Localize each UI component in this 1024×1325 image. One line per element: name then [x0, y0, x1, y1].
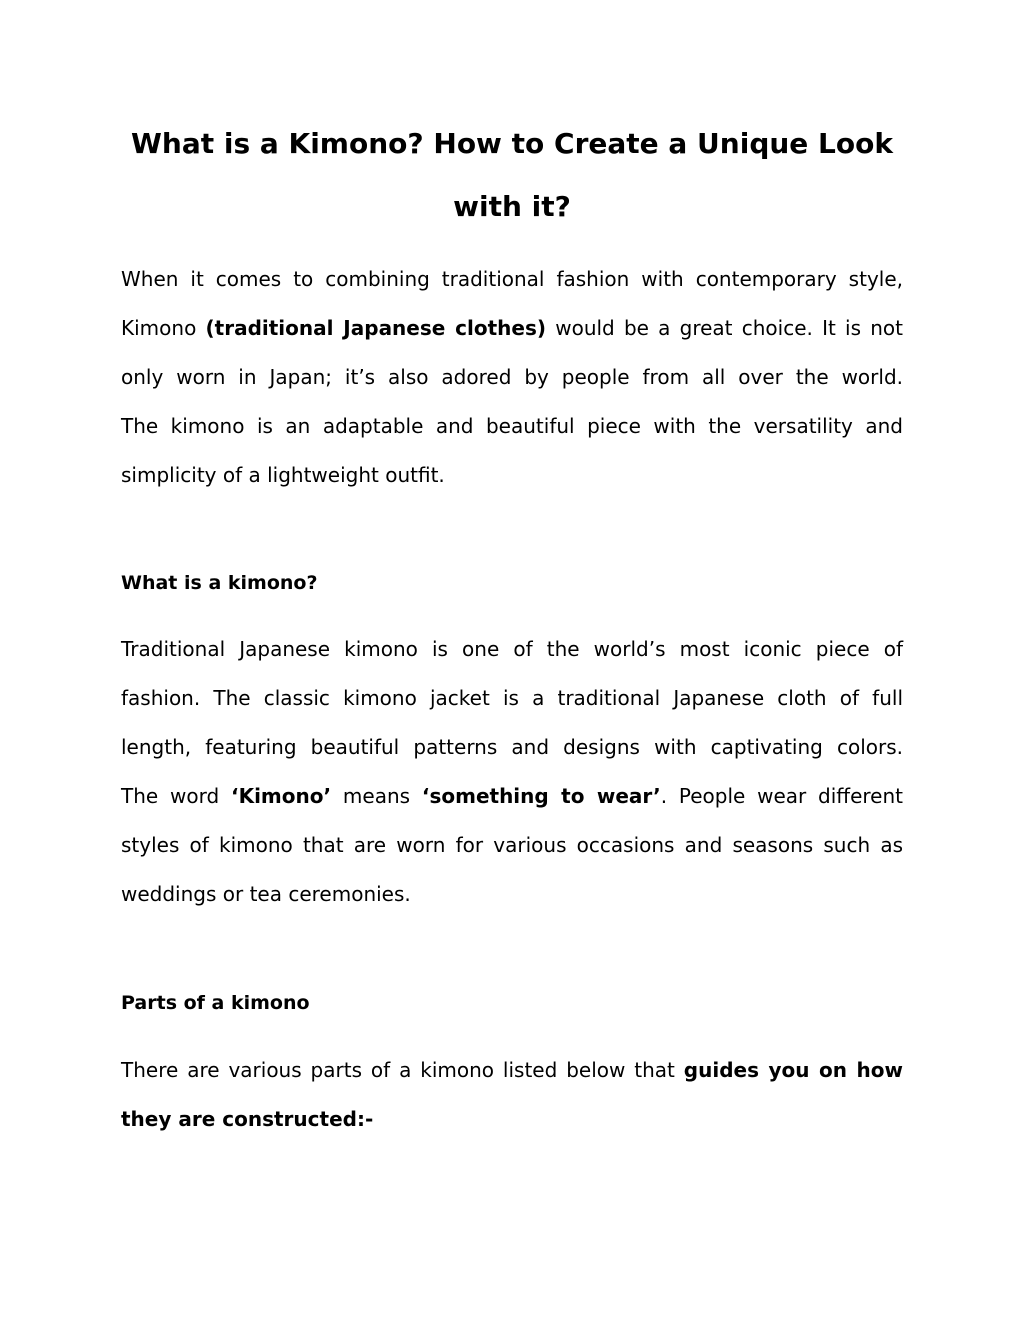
section-heading-what-is-kimono: What is a kimono? — [121, 572, 318, 594]
section1-line-2: fashion. The classic kimono jacket is a traditional Japanese cloth of full — [121, 686, 903, 710]
section2-line-1 — [121, 1046, 903, 1095]
section1-line-6: weddings or tea ceremonies. — [121, 882, 411, 906]
kimono-term: ‘Kimono’ — [230, 784, 332, 808]
section1-text: . People wear different — [660, 784, 903, 808]
section1-line-1: Traditional Japanese kimono is one of the world’s most iconic piece of — [121, 637, 903, 661]
kimono-meaning: ‘something to wear’ — [421, 784, 661, 808]
intro-line-3: only worn in Japan; it’s also adored by people from all over the world. — [121, 365, 903, 389]
section2-bold-phrase: they are constructed:- — [121, 1107, 374, 1131]
intro-bold-phrase: (traditional Japanese clothes) — [205, 316, 547, 340]
intro-text: would be a great choice. It is not — [546, 316, 903, 340]
intro-line-1: When it comes to combining traditional fashion with contemporary style, — [121, 267, 903, 291]
section1-text: means — [331, 784, 422, 808]
section2-paragraph — [121, 1046, 903, 1144]
intro-text: Kimono — [121, 316, 206, 340]
section2-text: There are various parts of a kimono listed below that — [121, 1058, 684, 1082]
section2-line-2 — [121, 1095, 903, 1144]
intro-line-2 — [121, 304, 903, 353]
section1-line-3: length, featuring beautiful patterns and designs with captivating colors. — [121, 735, 903, 759]
section1-line-5: styles of kimono that are worn for various occasions and seasons such as — [121, 833, 903, 857]
section-heading-parts-of-kimono: Parts of a kimono — [121, 992, 310, 1014]
section1-text: The word — [121, 784, 231, 808]
page-title-line-2: with it? — [453, 190, 571, 223]
intro-line-5: simplicity of a lightweight outfit. — [121, 463, 445, 487]
page-title-line-1: What is a Kimono? How to Create a Unique Look — [131, 127, 893, 160]
intro-line-4: The kimono is an adaptable and beautiful piece with the versatility and — [121, 414, 903, 438]
section2-bold-phrase: guides you on how — [683, 1058, 903, 1082]
section1-line-4 — [121, 772, 903, 821]
section1-paragraph — [121, 625, 903, 919]
intro-paragraph — [121, 255, 903, 500]
